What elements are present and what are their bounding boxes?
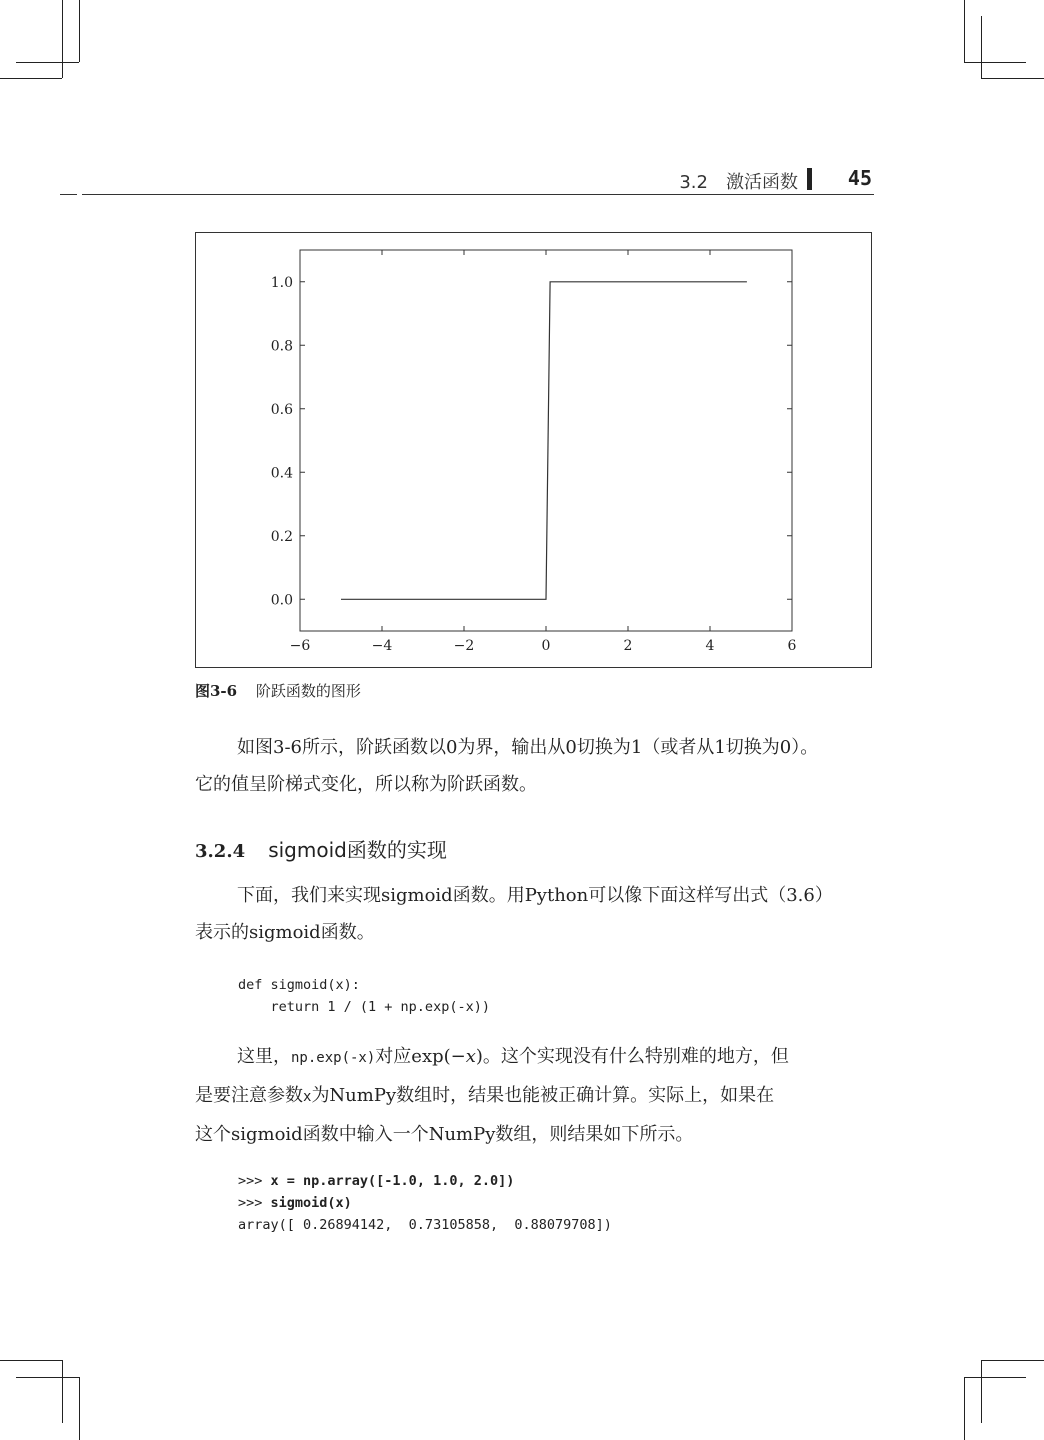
crop-mark	[0, 1360, 62, 1361]
code-output: array([ 0.26894142, 0.73105858, 0.88079708])	[238, 1217, 612, 1233]
figure-caption-label: 图3-6	[195, 682, 238, 700]
x-tick-label: −4	[371, 638, 393, 654]
crop-mark	[981, 1360, 1044, 1361]
section-heading	[195, 834, 447, 863]
y-tick-label: 0.2	[270, 528, 293, 545]
code-prompt: >>>	[238, 1173, 271, 1189]
header-rule-short	[60, 194, 77, 195]
code-line: def sigmoid(x):	[238, 977, 360, 993]
crop-mark	[16, 62, 79, 63]
page-number: 45	[847, 166, 872, 190]
series-line-step_function	[341, 282, 747, 600]
crop-mark	[964, 0, 965, 62]
inline-math	[411, 1046, 483, 1067]
x-tick-label: 0	[541, 638, 551, 654]
x-tick-label: 4	[705, 638, 715, 654]
inline-code: np.exp(-x)	[291, 1050, 376, 1066]
crop-mark	[79, 1377, 80, 1440]
figure-caption-text: 阶跃函数的图形	[255, 682, 361, 700]
paragraph-line	[195, 1077, 875, 1116]
crop-mark	[964, 1377, 1026, 1378]
header-section-title: 3.2 激活函数	[679, 172, 798, 193]
y-tick-label: 0.6	[270, 401, 293, 418]
section-number: 3.2.4	[195, 841, 246, 862]
x-tick-label: −6	[289, 638, 311, 654]
x-tick-label: 6	[787, 638, 797, 654]
crop-mark	[79, 0, 80, 62]
crop-mark	[16, 1377, 79, 1378]
math-run: )	[475, 1046, 483, 1067]
crop-mark	[0, 78, 62, 79]
y-tick-label: 0.8	[270, 338, 293, 355]
crop-mark	[981, 16, 982, 78]
crop-mark	[62, 0, 63, 78]
crop-mark	[981, 1360, 982, 1423]
paragraph-line: 下面，我们来实现sigmoid函数。用Python可以像下面这样写出式（3.6）	[237, 885, 833, 906]
paragraph-1	[195, 729, 875, 803]
header-rule	[82, 194, 874, 195]
y-tick-label: 1.0	[270, 274, 293, 291]
y-tick-label: 0.0	[270, 592, 293, 609]
code-line	[238, 1192, 612, 1214]
y-tick-label: 0.4	[270, 465, 293, 482]
code-line: return 1 / (1 + np.exp(-x))	[238, 999, 490, 1015]
running-header	[60, 166, 874, 196]
text-run: 。这个实现没有什么特别难的地方，但	[482, 1046, 789, 1067]
code-line	[238, 1170, 612, 1192]
section-title: sigmoid函数的实现	[268, 838, 447, 862]
paragraph-2	[195, 877, 875, 951]
x-tick-label: −2	[453, 638, 475, 654]
text-run: 为NumPy数组时，结果也能被正确计算。实际上，如果在	[311, 1085, 775, 1106]
paragraph-line: 表示的sigmoid函数。	[195, 922, 375, 943]
paragraph-line: 这个sigmoid函数中输入一个NumPy数组，则结果如下所示。	[195, 1124, 694, 1145]
crop-mark	[62, 1360, 63, 1423]
paragraph-line: 如图3-6所示，阶跃函数以0为界，输出从0切换为1（或者从1切换为0）。	[237, 737, 819, 758]
text-run: 对应	[375, 1046, 412, 1067]
code-block-example	[238, 1170, 612, 1236]
crop-mark	[964, 1377, 965, 1440]
inline-code: x	[303, 1089, 312, 1105]
figure-caption	[195, 680, 361, 701]
code-command: sigmoid(x)	[270, 1195, 352, 1211]
code-prompt: >>>	[238, 1195, 271, 1211]
code-block-sigmoid	[238, 974, 490, 1018]
code-command: x = np.array([-1.0, 1.0, 2.0])	[270, 1173, 515, 1189]
math-variable: x	[465, 1046, 476, 1067]
step-function-chart	[196, 233, 873, 669]
text-run: 是要注意参数	[195, 1085, 303, 1106]
crop-mark	[981, 78, 1044, 79]
paragraph-line	[195, 1038, 875, 1077]
figure-frame	[195, 232, 872, 668]
paragraph-3	[195, 1038, 875, 1153]
x-tick-label: 2	[623, 638, 633, 654]
math-run: exp(−	[411, 1046, 466, 1067]
paragraph-line: 它的值呈阶梯式变化，所以称为阶跃函数。	[195, 774, 537, 795]
header-bar	[807, 168, 812, 190]
text-run: 这里，	[237, 1046, 291, 1067]
crop-mark	[964, 62, 1026, 63]
